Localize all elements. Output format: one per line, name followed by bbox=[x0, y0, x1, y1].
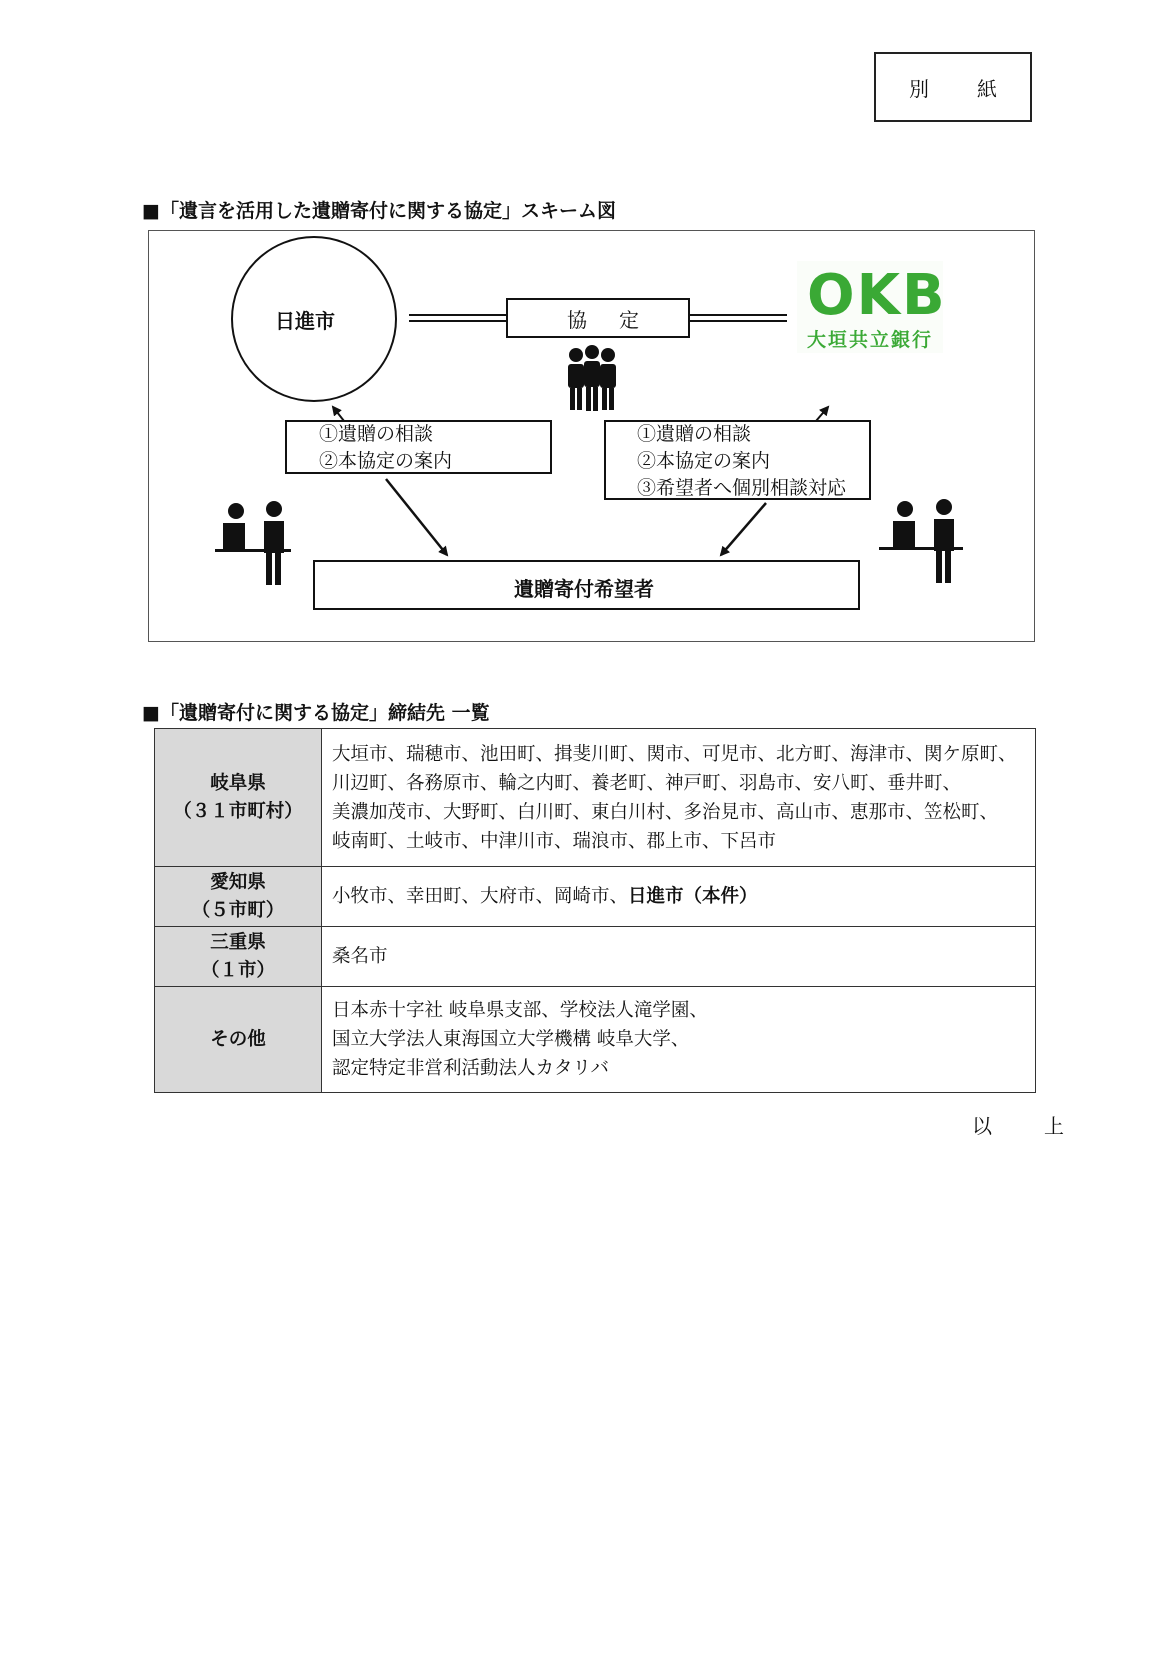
annex-label-box bbox=[874, 52, 1032, 122]
members-cell bbox=[322, 729, 1036, 867]
scheme-diagram bbox=[148, 230, 1035, 642]
prefecture-count: （３１市町村） bbox=[173, 800, 303, 822]
prefecture-name: 愛知県 bbox=[210, 871, 266, 893]
members-text: 桑名市 bbox=[332, 946, 388, 967]
arrow-left-to-donor bbox=[386, 479, 447, 555]
table-row bbox=[155, 927, 1036, 987]
arrow-to-bank bbox=[816, 407, 828, 421]
arrow-to-city bbox=[333, 407, 344, 421]
left-consult-item: ②本協定の案内 bbox=[319, 450, 453, 472]
members-line: 大垣市、瑞穂市、池田町、揖斐川町、関市、可児市、北方町、海津市、関ケ原町、 bbox=[332, 743, 1017, 765]
bank-name: 大垣共立銀行 bbox=[807, 329, 934, 351]
members-line: 川辺町、各務原市、輪之内町、養老町、神戸町、羽島市、安八町、垂井町、 bbox=[332, 772, 962, 794]
table-row bbox=[155, 987, 1036, 1093]
prefecture-count: （５市町） bbox=[191, 899, 285, 921]
consultation-left-icon bbox=[215, 501, 291, 585]
left-consult-text bbox=[319, 421, 452, 475]
right-consult-item: ②本協定の案内 bbox=[637, 450, 771, 472]
partners-table bbox=[154, 728, 1036, 1093]
members-cell bbox=[322, 867, 1036, 927]
consultation-right-icon bbox=[879, 499, 963, 583]
agreement-connector-right bbox=[689, 315, 787, 321]
members-line: 美濃加茂市、大野町、白川町、東白川村、多治見市、高山市、恵那市、笠松町、 bbox=[332, 801, 999, 823]
annex-label: 別 紙 bbox=[909, 76, 1011, 101]
members-line: 認定特定非営利活動法人カタリバ bbox=[332, 1058, 609, 1079]
prefecture-cell bbox=[155, 927, 322, 987]
donor-label: 遺贈寄付希望者 bbox=[514, 577, 654, 601]
bank-logo bbox=[797, 261, 947, 353]
members-text: 小牧市、幸田町、大府市、岡崎市、 bbox=[332, 886, 629, 907]
members-line: 日本赤十字社 岐阜県支部、学校法人滝学園、 bbox=[332, 1000, 708, 1021]
scheme-heading: ■「遺言を活用した遺贈寄付に関する協定」スキーム図 bbox=[142, 200, 616, 222]
prefecture-cell bbox=[155, 987, 322, 1093]
prefecture-name: 岐阜県 bbox=[210, 772, 266, 794]
left-consult-item: ①遺贈の相談 bbox=[319, 423, 434, 445]
members-line: 国立大学法人東海国立大学機構 岐阜大学、 bbox=[332, 1029, 690, 1050]
city-name: 日進市 bbox=[275, 309, 335, 333]
agreement-connector-left bbox=[409, 315, 507, 321]
table-row bbox=[155, 867, 1036, 927]
list-heading: ■「遺贈寄付に関する協定」締結先 一覧 bbox=[142, 702, 490, 724]
right-consult-item: ①遺贈の相談 bbox=[637, 423, 752, 445]
members-cell bbox=[322, 987, 1036, 1093]
bank-logo-text: OKB bbox=[807, 263, 947, 328]
closing-mark: 以 上 bbox=[972, 1114, 1080, 1138]
members-highlight: 日進市（本件） bbox=[628, 886, 758, 907]
prefecture-cell bbox=[155, 867, 322, 927]
business-people-icon bbox=[568, 345, 616, 411]
members-cell bbox=[322, 927, 1036, 987]
table-row bbox=[155, 729, 1036, 867]
prefecture-name: その他 bbox=[210, 1028, 266, 1050]
prefecture-name: 三重県 bbox=[210, 931, 266, 953]
prefecture-cell bbox=[155, 729, 322, 867]
arrow-right-to-donor bbox=[721, 503, 766, 555]
right-consult-item: ③希望者へ個別相談対応 bbox=[637, 477, 847, 499]
agreement-label: 協 定 bbox=[567, 308, 645, 332]
right-consult-text bbox=[637, 421, 846, 502]
prefecture-count: （１市） bbox=[200, 959, 275, 981]
members-line: 岐南町、土岐市、中津川市、瑞浪市、郡上市、下呂市 bbox=[332, 830, 777, 852]
